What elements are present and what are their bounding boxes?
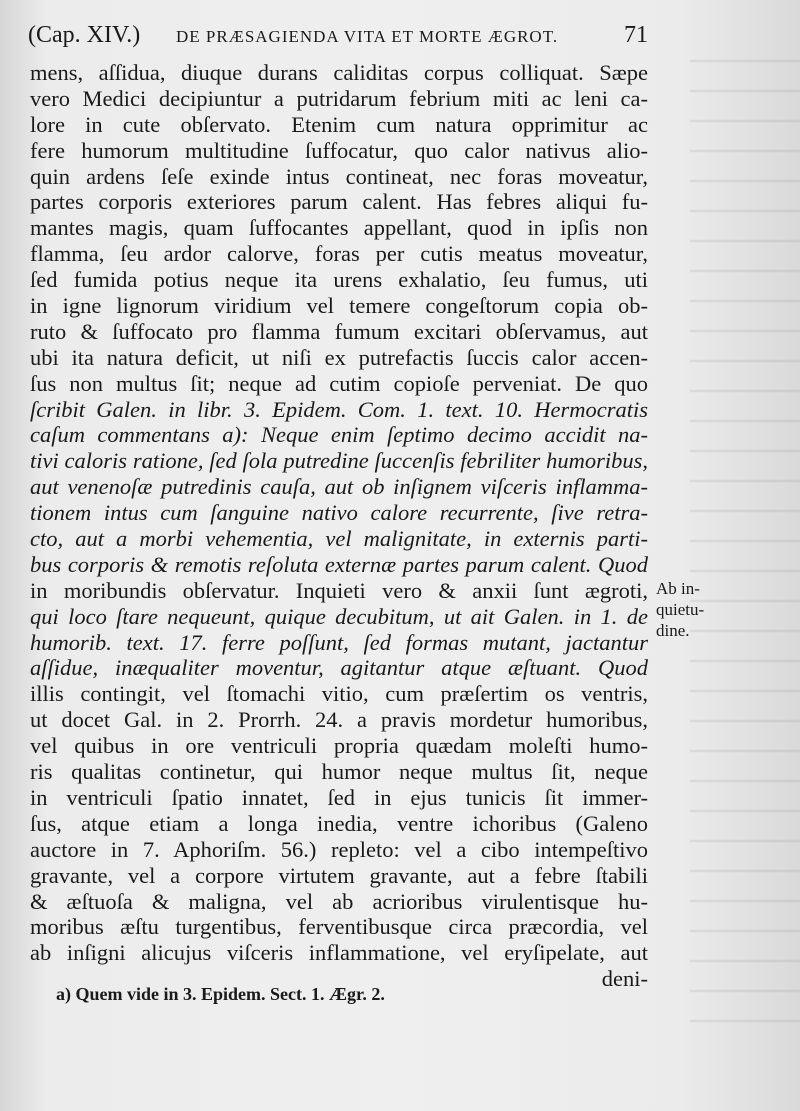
text-line: quin ardens ſeſe exinde intus contineat, nec foras moveatur,: [30, 163, 648, 189]
text-line: ut docet Gal. in 2. Prorrh. 24. a pravis mordetur humoribus,: [30, 707, 648, 733]
text-line: in ventriculi ſpatio innatet, ſed in ejus tunicis ſit immer-: [30, 784, 648, 810]
text-line: tivi caloris ratione, ſed ſola putredine ſuccenſis febriliter humoribus,: [30, 448, 648, 474]
text-line: humorib. text. 17. ferre poſſunt, ſed formas mutant, jactantur: [30, 629, 648, 655]
text-line: tionem intus cum ſanguine nativo calore recurrente, ſive retra-: [30, 500, 648, 526]
text-line: vero Medici decipiuntur a putridarum febrium miti ac leni ca-: [30, 85, 648, 111]
text-line: in moribundis obſervatur. Inquieti vero & anxii ſunt ægroti,: [30, 577, 648, 603]
text-line: gravante, vel a corpore virtutem gravante, aut a febre ſtabili: [30, 862, 648, 888]
text-line: bus corporis & remotis reſoluta externæ partes parum calent. Quod: [30, 551, 648, 577]
body-text: [30, 60, 648, 992]
text-line: ris qualitas continetur, qui humor neque multus ſit, neque: [30, 759, 648, 785]
text-line: moribus æſtu turgentibus, ferventibusque circa præcordia, vel: [30, 914, 648, 940]
text-line: lore in cute obſervato. Etenim cum natura opprimitur ac: [30, 111, 648, 137]
marginal-note-line: Ab in-: [656, 579, 700, 598]
footnote: a) Quem vide in 3. Epidem. Sect. 1. Ægr. 2.: [56, 984, 385, 1004]
text-line: & æſtuoſa & maligna, vel ab acrioribus virulentisque hu-: [30, 888, 648, 914]
text-line: flamma, ſeu ardor calorve, foras per cutis meatus moveatur,: [30, 241, 648, 267]
chapter-reference: (Cap. XIV.): [28, 22, 141, 48]
text-line: caſum commentans a): Neque enim ſeptimo decimo accidit na-: [30, 422, 648, 448]
page-header: [28, 22, 648, 52]
text-line: aut venenoſæ putredinis cauſa, aut ob inſignem viſceris inflamma-: [30, 474, 648, 500]
text-line: ubi ita natura deficit, ut niſi ex putrefactis ſuccis calor accen-: [30, 344, 648, 370]
show-through-text: [690, 60, 800, 1040]
marginal-note: [656, 578, 746, 641]
text-line: cto, aut a morbi vehementia, vel malignitate, in externis parti-: [30, 526, 648, 552]
text-line: deni-: [601, 966, 648, 992]
marginal-note-line: quietu-: [656, 600, 705, 619]
text-line: in igne lignorum viridium vel temere congeſtorum copia ob-: [30, 293, 648, 319]
text-line: partes corporis exteriores parum calent. Has febres aliqui fu-: [30, 189, 648, 215]
text-line: ſus, atque etiam a longa inedia, ventre ichoribus (Galeno: [30, 810, 648, 836]
text-line: mantes magis, quam ſuffocantes appellant, quod in ipſis non: [30, 215, 648, 241]
text-line: ruto & ſuffocato pro flamma fumum excitari obſervamus, aut: [30, 318, 648, 344]
text-line: illis contingit, vel ſtomachi vitio, cum præſertim os ventris,: [30, 681, 648, 707]
text-line: ſed fumida potius neque ita urens exhalatio, ſeu fumus, uti: [30, 267, 648, 293]
page-number: 71: [624, 22, 648, 48]
text-line: ſus non multus ſit; neque ad cutim copioſe perveniat. De quo: [30, 370, 648, 396]
text-line: qui loco ſtare nequeunt, quique decubitum, ut ait Galen. in 1. de: [30, 603, 648, 629]
text-line: aſſidue, inæqualiter moventur, agitantur atque æſtuant. Quod: [30, 655, 648, 681]
text-line: mens, aſſidua, diuque durans caliditas corpus colliquat. Sæpe: [30, 60, 648, 85]
running-title: DE PRÆSAGIENDA VITA ET MORTE ÆGROT.: [176, 27, 559, 46]
text-line: fere humorum multitudine ſuffocatur, quo calor nativus alio-: [30, 137, 648, 163]
marginal-note-line: dine.: [656, 621, 690, 640]
text-line: ab inſigni alicujus viſceris inflammatione, vel eryſipelate, aut: [30, 940, 648, 966]
text-line: auctore in 7. Aphoriſm. 56.) repleto: vel a cibo intempeſtivo: [30, 836, 648, 862]
text-line: vel quibus in ore ventriculi propria quædam moleſti humo-: [30, 733, 648, 759]
text-line: ſcribit Galen. in libr. 3. Epidem. Com. 1. text. 10. Hermocratis: [30, 396, 648, 422]
